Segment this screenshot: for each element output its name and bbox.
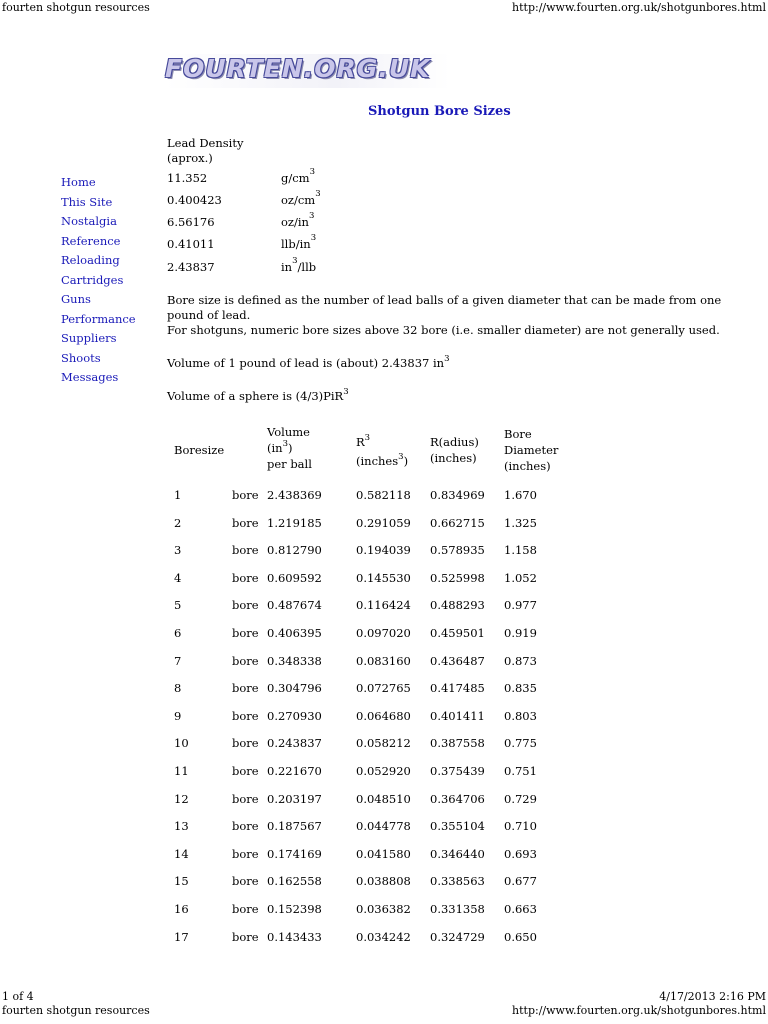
- density-value: 11.352: [167, 171, 208, 185]
- density-value: 2.43837: [167, 260, 215, 274]
- lead-density-heading: [167, 136, 243, 166]
- bore-size-cell: 7: [174, 653, 182, 668]
- diameter-cell: 0.677: [504, 874, 537, 889]
- diameter-cell: 0.775: [504, 736, 537, 751]
- bore-word-cell: bore: [232, 764, 259, 778]
- radius-cell: 0.346440: [430, 846, 485, 861]
- bore-word-cell: bore: [232, 626, 259, 640]
- volume-cell: 0.174169: [267, 846, 322, 861]
- bore-size-cell: 5: [174, 598, 182, 613]
- radius-cell: 0.324729: [430, 929, 485, 944]
- header-radius: R(adius) (inches): [430, 435, 479, 465]
- bore-word-cell: bore: [232, 929, 259, 944]
- print-footer-title: fourten shotgun resources: [2, 1004, 150, 1017]
- r-cubed-cell: 0.052920: [356, 764, 411, 778]
- nav-link-reloading[interactable]: Reloading: [61, 253, 120, 267]
- density-value: 0.400423: [167, 193, 222, 207]
- diameter-cell: 0.663: [504, 902, 537, 916]
- volume-of-sphere: Volume of a sphere is (4/3)PiR$^3$: [167, 387, 349, 403]
- volume-cell: 0.487674: [267, 598, 322, 613]
- volume-cell: 0.221670: [267, 764, 322, 778]
- radius-cell: 0.834969: [430, 488, 485, 502]
- nav-link-performance[interactable]: Performance: [61, 311, 136, 326]
- site-logo[interactable]: [165, 54, 450, 88]
- volume-cell: 1.219185: [267, 515, 322, 530]
- bore-size-cell: 17: [174, 929, 189, 944]
- nav-link-reference[interactable]: Reference: [61, 233, 121, 248]
- diameter-cell: 0.751: [504, 764, 537, 778]
- radius-cell: 0.387558: [430, 736, 485, 751]
- volume-of-lead: Volume of 1 pound of lead is (about) 2.43837 $in^3$: [167, 354, 450, 370]
- nav-link-home[interactable]: Home: [61, 175, 96, 189]
- nav-link-suppliers[interactable]: Suppliers: [61, 331, 117, 345]
- nav-link-cartridges[interactable]: Cartridges: [61, 272, 124, 287]
- r-cubed-cell: 0.044778: [356, 819, 411, 834]
- bore-word-cell: bore: [232, 736, 259, 751]
- r-cubed-cell: 0.582118: [356, 488, 411, 502]
- bore-size-cell: 11: [174, 764, 189, 778]
- r-cubed-cell: 0.048510: [356, 791, 411, 806]
- diameter-cell: 0.977: [504, 598, 537, 613]
- header-boresize: Boresize: [174, 443, 225, 457]
- header-volume: Volume $(in^3)$ per ball: [267, 425, 312, 471]
- r-cubed-cell: 0.041580: [356, 846, 411, 861]
- r-cubed-cell: 0.083160: [356, 653, 411, 668]
- diameter-cell: 0.650: [504, 929, 537, 944]
- radius-cell: 0.375439: [430, 764, 485, 778]
- sidebar-nav: [61, 175, 136, 390]
- definition-line: Bore size is defined as the number of lead balls of a given diameter that can be made from one: [167, 293, 722, 307]
- bore-word-cell: bore: [232, 598, 259, 613]
- r-cubed-cell: 0.291059: [356, 515, 411, 530]
- bore-word-cell: bore: [232, 708, 259, 723]
- print-header-url: http://www.fourten.org.uk/shotgunbores.html: [512, 1, 766, 14]
- diameter-cell: 0.693: [504, 846, 537, 861]
- density-unit: llb/$in^3$: [281, 233, 317, 251]
- bore-size-cell: 1: [174, 488, 182, 502]
- density-value: 0.41011: [167, 237, 215, 251]
- nav-link-this-site[interactable]: This Site: [61, 194, 113, 209]
- bore-size-cell: 9: [174, 708, 182, 723]
- volume-cell: 0.270930: [267, 708, 322, 723]
- volume-cell: 0.609592: [267, 570, 322, 585]
- r-cubed-cell: 0.194039: [356, 543, 411, 558]
- bore-size-cell: 6: [174, 626, 182, 640]
- density-unit: $oz/in^3$: [281, 211, 315, 229]
- radius-cell: 0.459501: [430, 626, 485, 640]
- bore-word-cell: bore: [232, 846, 259, 861]
- bore-word-cell: bore: [232, 819, 259, 834]
- bore-word-cell: bore: [232, 874, 259, 889]
- header-r-cubed: $R^3$ (inches$^3$): [356, 433, 409, 468]
- page-title: Shotgun Bore Sizes: [368, 104, 511, 119]
- bore-word-cell: bore: [232, 570, 259, 585]
- diameter-cell: 1.158: [504, 543, 537, 558]
- radius-cell: 0.364706: [430, 791, 485, 806]
- volume-cell: 0.152398: [267, 902, 322, 916]
- definition-line: For shotguns, numeric bore sizes above 32 bore (i.e. smaller diameter) are not generally used.: [167, 323, 720, 337]
- radius-cell: 0.338563: [430, 874, 485, 889]
- density-unit: $g/cm^3$: [281, 167, 316, 185]
- header-bore-diameter: Bore Diameter (inches): [504, 427, 559, 473]
- radius-cell: 0.401411: [430, 708, 485, 723]
- radius-cell: 0.578935: [430, 543, 485, 558]
- bore-word-cell: bore: [232, 653, 259, 668]
- diameter-cell: 0.729: [504, 791, 537, 806]
- bore-word-cell: bore: [232, 791, 259, 806]
- diameter-cell: 1.670: [504, 488, 537, 502]
- nav-link-guns[interactable]: Guns: [61, 292, 91, 306]
- r-cubed-cell: 0.097020: [356, 626, 411, 640]
- bore-size-cell: 10: [174, 736, 189, 751]
- volume-cell: 0.143433: [267, 929, 322, 944]
- volume-cell: 0.187567: [267, 819, 322, 834]
- density-value: 6.56176: [167, 215, 215, 229]
- bore-size-cell: 12: [174, 791, 189, 806]
- r-cubed-cell: 0.072765: [356, 681, 411, 696]
- volume-cell: 0.304796: [267, 681, 322, 696]
- lead-density-label: Lead Density: [167, 136, 244, 150]
- volume-cell: 0.243837: [267, 736, 322, 751]
- bore-size-cell: 4: [174, 570, 182, 585]
- bore-size-cell: 16: [174, 902, 189, 916]
- radius-cell: 0.662715: [430, 515, 485, 530]
- bore-size-cell: 13: [174, 819, 189, 834]
- print-header-title: fourten shotgun resources: [2, 1, 150, 14]
- diameter-cell: 1.325: [504, 515, 537, 530]
- diameter-cell: 0.803: [504, 708, 537, 723]
- radius-cell: 0.525998: [430, 570, 485, 585]
- diameter-cell: 0.873: [504, 653, 537, 668]
- bore-word-cell: bore: [232, 515, 259, 530]
- radius-cell: 0.436487: [430, 653, 485, 668]
- bore-word-cell: bore: [232, 681, 259, 696]
- diameter-cell: 1.052: [504, 570, 537, 585]
- radius-cell: 0.355104: [430, 819, 485, 834]
- radius-cell: 0.417485: [430, 681, 485, 696]
- definition-line: pound of lead.: [167, 308, 251, 322]
- r-cubed-cell: 0.116424: [356, 598, 411, 613]
- bore-size-cell: 8: [174, 681, 182, 696]
- diameter-cell: 0.919: [504, 626, 537, 640]
- bore-word-cell: bore: [232, 488, 259, 502]
- volume-cell: 0.162558: [267, 874, 322, 889]
- radius-cell: 0.488293: [430, 598, 485, 613]
- r-cubed-cell: 0.036382: [356, 902, 411, 916]
- bore-size-cell: 14: [174, 846, 189, 861]
- r-cubed-cell: 0.038808: [356, 874, 411, 889]
- volume-cell: 0.812790: [267, 543, 322, 558]
- diameter-cell: 0.835: [504, 681, 537, 696]
- nav-link-messages[interactable]: Messages: [61, 370, 119, 384]
- bore-definition: [167, 293, 721, 338]
- site-logo-text: FOURTEN.ORG.UK: [165, 54, 431, 83]
- bore-size-cell: 15: [174, 874, 189, 889]
- bore-size-cell: 3: [174, 543, 182, 558]
- page-number: 1 of 4: [2, 990, 34, 1003]
- bore-word-cell: bore: [232, 902, 259, 916]
- print-datetime: 4/17/2013 2:16 PM: [659, 990, 766, 1003]
- bore-word-cell: bore: [232, 543, 259, 558]
- volume-cell: 0.406395: [267, 626, 322, 640]
- bore-size-cell: 2: [174, 515, 182, 530]
- print-footer-url: http://www.fourten.org.uk/shotgunbores.html: [512, 1004, 766, 1017]
- lead-density-approx: (aprox.): [167, 151, 213, 165]
- print-footer: [0, 986, 768, 1024]
- nav-link-shoots[interactable]: Shoots: [61, 350, 101, 365]
- nav-link-nostalgia[interactable]: Nostalgia: [61, 214, 117, 228]
- radius-cell: 0.331358: [430, 902, 485, 916]
- r-cubed-cell: 0.034242: [356, 929, 411, 944]
- r-cubed-cell: 0.058212: [356, 736, 411, 751]
- volume-cell: 2.438369: [267, 488, 322, 502]
- volume-cell: 0.348338: [267, 653, 322, 668]
- volume-cell: 0.203197: [267, 791, 322, 806]
- density-unit: $in^3$/llb: [281, 256, 317, 274]
- density-unit: $oz/cm^3$: [281, 189, 321, 207]
- diameter-cell: 0.710: [504, 819, 537, 834]
- r-cubed-cell: 0.064680: [356, 708, 411, 723]
- r-cubed-cell: 0.145530: [356, 570, 411, 585]
